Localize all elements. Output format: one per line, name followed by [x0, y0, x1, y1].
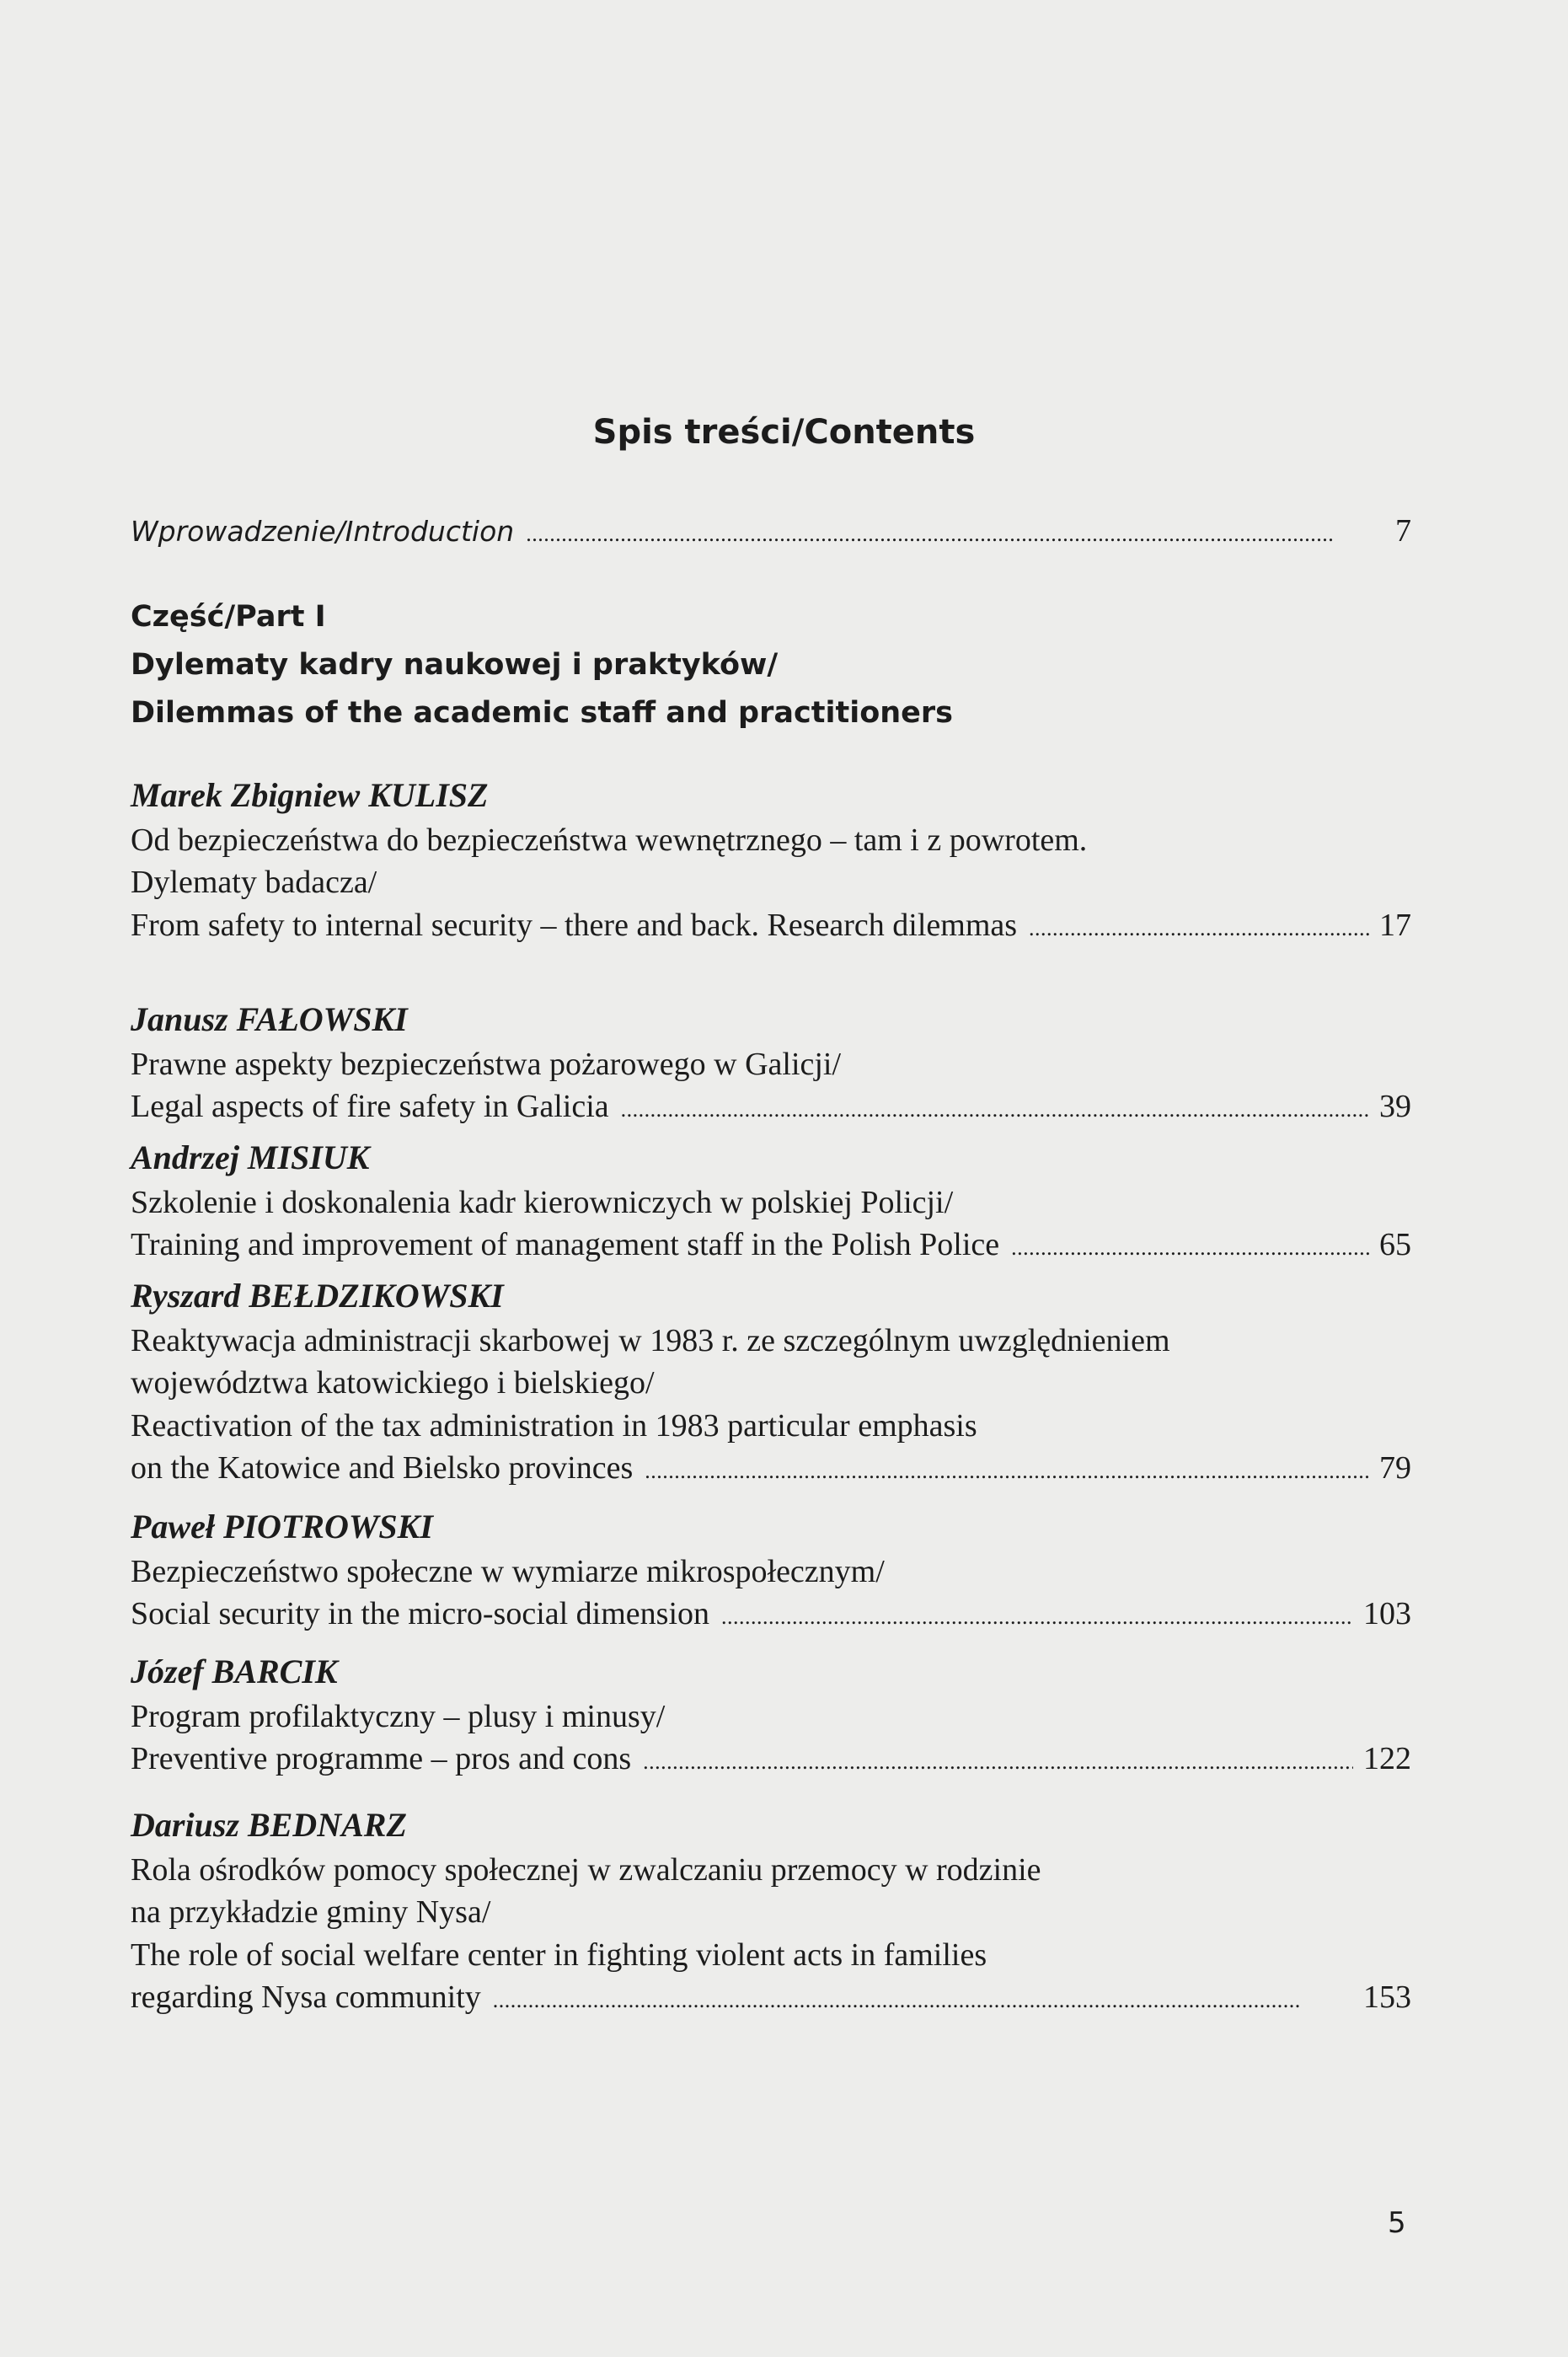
entry-title-line: The role of social welfare center in fighting violent acts in families: [131, 1936, 987, 1973]
toc-entry-introduction[interactable]: [131, 511, 1411, 554]
page-number: 7: [1395, 513, 1411, 549]
entry-author: Ryszard BEŁDZIKOWSKI: [131, 1277, 504, 1315]
entry-title-line: Training and improvement of management staff in the Polish Police: [131, 1227, 1000, 1262]
entry-author: Janusz FAŁOWSKI: [131, 1000, 408, 1038]
dot-leader: [643, 1742, 1353, 1782]
page-number: 122: [1363, 1741, 1411, 1776]
entry-title-line: Od bezpieczeństwa do bezpieczeństwa wewnętrznego – tam i z powrotem.: [131, 822, 1088, 858]
entry-author: Józef BARCIK: [131, 1653, 338, 1690]
entry-author: Paweł PIOTROWSKI: [131, 1508, 433, 1545]
page-folio: 5: [1388, 2206, 1406, 2240]
dot-leader: [1011, 1228, 1369, 1268]
entry-title-line: Legal aspects of fire safety in Galicia: [131, 1089, 609, 1124]
page-number: 153: [1363, 1979, 1411, 2015]
entry-final-line: [131, 1738, 1411, 1782]
entry-author: Andrzej MISIUK: [131, 1138, 370, 1176]
page-number: 17: [1379, 907, 1411, 943]
page-number: 79: [1379, 1450, 1411, 1486]
dot-leader: [526, 514, 1385, 554]
part-label: Część/Part I: [131, 600, 326, 634]
dot-leader: [621, 1090, 1369, 1130]
entry-title-line: Program profilaktyczny – plusy i minusy/: [131, 1698, 666, 1734]
entry-title-line: Dylematy badacza/: [131, 865, 377, 900]
page-title: Spis treści/Contents: [592, 413, 976, 452]
dot-leader: [1029, 908, 1369, 949]
entry-title-line: From safety to internal security – there and back. Research dilemmas: [131, 907, 1018, 943]
entry-final-line: [131, 1224, 1411, 1268]
dot-leader: [493, 1980, 1353, 2021]
entry-final-line: [131, 1086, 1411, 1130]
part-title-pl: Dylematy kadry naukowej i praktyków/: [131, 648, 779, 682]
entry-final-line: [131, 905, 1411, 949]
dot-leader: [721, 1597, 1353, 1637]
part-title-en: Dilemmas of the academic staff and practitioners: [131, 696, 953, 730]
entry-author: Marek Zbigniew KULISZ: [131, 776, 489, 814]
entry-title-line: on the Katowice and Bielsko provinces: [131, 1450, 634, 1486]
entry-title-line: Reactivation of the tax administration in 1983 particular emphasis: [131, 1407, 977, 1444]
entry-title-line: województwa katowickiego i bielskiego/: [131, 1365, 655, 1401]
entry-title-line: Szkolenie i doskonalenia kadr kierowniczych w polskiej Policji/: [131, 1184, 954, 1220]
entry-final-line: [131, 1448, 1411, 1492]
entry-title-line: regarding Nysa community: [131, 1979, 481, 2015]
introduction-title: Wprowadzenie/Introduction: [131, 515, 515, 548]
entry-title-line: Prawne aspekty bezpieczeństwa pożarowego w Galicji/: [131, 1046, 842, 1082]
dot-leader: [645, 1451, 1369, 1492]
page-number: 103: [1363, 1596, 1411, 1631]
page-number: 65: [1379, 1227, 1411, 1262]
entry-title-line: Bezpieczeństwo społeczne w wymiarze mikrospołecznym/: [131, 1553, 885, 1589]
entry-title-line: Preventive programme – pros and cons: [131, 1741, 632, 1776]
entry-final-line: [131, 1594, 1411, 1637]
entry-title-line: Rola ośrodków pomocy społecznej w zwalczaniu przemocy w rodzinie: [131, 1851, 1041, 1888]
entry-title-line: Social security in the micro-social dimension: [131, 1596, 710, 1631]
page-number: 39: [1379, 1089, 1411, 1124]
entry-title-line: na przykładzie gminy Nysa/: [131, 1894, 491, 1930]
entry-title-line: Reaktywacja administracji skarbowej w 1983 r. ze szczególnym uwzględnieniem: [131, 1322, 1170, 1358]
entry-author: Dariusz BEDNARZ: [131, 1806, 407, 1844]
entry-final-line: [131, 1977, 1411, 2021]
